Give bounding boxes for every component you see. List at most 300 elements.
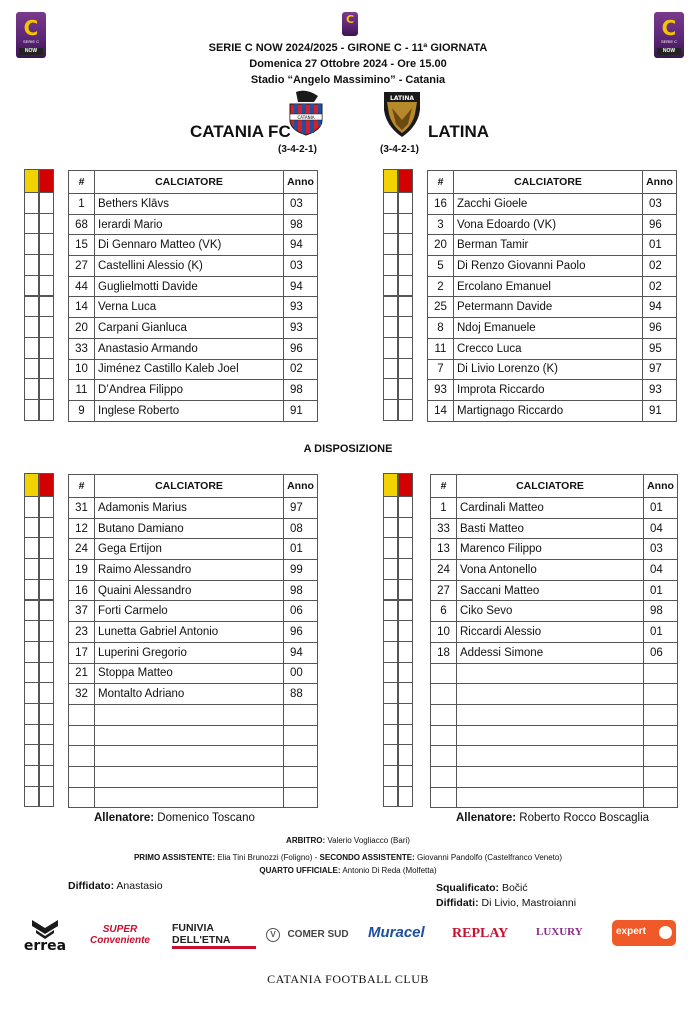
player-year: 03 bbox=[284, 194, 318, 215]
away-suspended-value: Bočić bbox=[501, 882, 528, 894]
card-cell bbox=[24, 192, 39, 214]
player-name: Castellini Alessio (K) bbox=[95, 256, 284, 277]
player-name: Di Livio Lorenzo (K) bbox=[454, 359, 643, 380]
player-number: 16 bbox=[428, 194, 454, 215]
card-cell bbox=[398, 358, 413, 380]
subs-section-title: A DISPOSIZIONE bbox=[303, 443, 393, 455]
card-cell bbox=[39, 358, 54, 380]
card-cell bbox=[24, 358, 39, 380]
card-cell bbox=[398, 316, 413, 338]
table-row bbox=[431, 601, 678, 622]
table-row bbox=[428, 318, 677, 339]
league-logo-center bbox=[342, 12, 358, 36]
table-row bbox=[431, 663, 678, 684]
card-cell bbox=[398, 744, 413, 766]
player-name: Carpani Gianluca bbox=[95, 318, 284, 339]
player-number: 25 bbox=[428, 297, 454, 318]
home-warned bbox=[68, 880, 163, 892]
table-row bbox=[69, 622, 318, 643]
player-name: Marenco Filippo bbox=[457, 539, 644, 560]
player-name: Quaini Alessandro bbox=[95, 580, 284, 601]
card-cell bbox=[24, 399, 39, 421]
player-year: 96 bbox=[284, 622, 318, 643]
player-number: 6 bbox=[431, 601, 457, 622]
header-year: Anno bbox=[284, 171, 318, 194]
away-suspended-label: Squalificato: bbox=[436, 882, 500, 894]
table-row bbox=[69, 235, 318, 256]
player-year: 03 bbox=[644, 539, 678, 560]
card-cell bbox=[39, 316, 54, 338]
player-year: 00 bbox=[284, 663, 318, 684]
player-year: 91 bbox=[284, 400, 318, 421]
player-number: 20 bbox=[69, 318, 95, 339]
player-number: 33 bbox=[69, 338, 95, 359]
player-year: 01 bbox=[643, 235, 677, 256]
match-date: Domenica 27 Ottobre 2024 - Ore 15.00 bbox=[249, 58, 447, 70]
away-team-name: LATINA bbox=[428, 122, 490, 141]
player-year bbox=[644, 746, 678, 767]
header-num: # bbox=[431, 475, 457, 498]
table-row bbox=[69, 194, 318, 215]
player-name: Martignago Riccardo bbox=[454, 400, 643, 421]
table-row bbox=[431, 498, 678, 519]
player-year: 98 bbox=[644, 601, 678, 622]
header-num: # bbox=[428, 171, 454, 194]
catania-crest-text: CATANIA bbox=[297, 115, 315, 120]
sponsor-errea bbox=[22, 918, 68, 952]
card-cell bbox=[24, 275, 39, 297]
player-year bbox=[284, 766, 318, 787]
league-logo-now: NOW bbox=[19, 48, 43, 55]
card-cell bbox=[39, 765, 54, 787]
table-row bbox=[428, 276, 677, 297]
table-row bbox=[428, 256, 677, 277]
away-warned-value: Di Livio, Mastroianni bbox=[481, 897, 577, 909]
card-cell bbox=[383, 537, 398, 559]
player-name: Ciko Sevo bbox=[457, 601, 644, 622]
player-name: Butano Damiano bbox=[95, 518, 284, 539]
player-name: Zacchi Gioele bbox=[454, 194, 643, 215]
player-number: 17 bbox=[69, 642, 95, 663]
card-cell bbox=[24, 620, 39, 642]
red-card-icon bbox=[39, 473, 54, 497]
card-cell bbox=[383, 337, 398, 359]
card-cell bbox=[383, 378, 398, 400]
player-name: Di Renzo Giovanni Paolo bbox=[454, 256, 643, 277]
card-cell bbox=[398, 496, 413, 518]
player-name bbox=[457, 684, 644, 705]
player-number: 20 bbox=[428, 235, 454, 256]
table-row bbox=[69, 214, 318, 235]
fourth-official-name: Antonio Di Reda (Molfetta) bbox=[342, 866, 437, 875]
card-cell bbox=[24, 703, 39, 725]
league-logo-now: NOW bbox=[657, 48, 681, 55]
player-number bbox=[69, 725, 95, 746]
match-venue: Stadio “Angelo Massimino” - Catania bbox=[250, 74, 446, 86]
card-cell bbox=[398, 213, 413, 235]
player-number bbox=[69, 787, 95, 808]
card-cell bbox=[39, 786, 54, 808]
player-year: 94 bbox=[643, 297, 677, 318]
card-cell bbox=[383, 765, 398, 787]
player-name: Improta Riccardo bbox=[454, 380, 643, 401]
card-cell bbox=[398, 517, 413, 539]
table-row bbox=[431, 684, 678, 705]
player-year bbox=[644, 766, 678, 787]
player-number: 15 bbox=[69, 235, 95, 256]
table-row bbox=[69, 318, 318, 339]
header-num: # bbox=[69, 475, 95, 498]
player-name: Verna Luca bbox=[95, 297, 284, 318]
player-number: 31 bbox=[69, 498, 95, 519]
assistant2-name: Giovanni Pandolfo (Castelfranco Veneto) bbox=[417, 853, 563, 862]
player-year: 97 bbox=[284, 498, 318, 519]
card-cell bbox=[39, 496, 54, 518]
player-number: 3 bbox=[428, 214, 454, 235]
card-cell bbox=[398, 254, 413, 276]
player-year: 93 bbox=[284, 297, 318, 318]
yellow-card-icon bbox=[383, 169, 398, 193]
card-cell bbox=[398, 399, 413, 421]
card-cell bbox=[383, 399, 398, 421]
player-number: 14 bbox=[69, 297, 95, 318]
player-number: 11 bbox=[69, 380, 95, 401]
player-number: 32 bbox=[69, 684, 95, 705]
player-number: 2 bbox=[428, 276, 454, 297]
yellow-card-icon bbox=[24, 473, 39, 497]
card-cell bbox=[24, 378, 39, 400]
player-number: 1 bbox=[69, 194, 95, 215]
player-name: Saccani Matteo bbox=[457, 580, 644, 601]
player-name: Ercolano Emanuel bbox=[454, 276, 643, 297]
player-number: 33 bbox=[431, 518, 457, 539]
assistant1-label: PRIMO ASSISTENTE: bbox=[133, 853, 216, 862]
card-cell bbox=[383, 600, 398, 622]
player-year bbox=[644, 663, 678, 684]
card-cell bbox=[39, 744, 54, 766]
home-warned-value: Anastasio bbox=[116, 880, 163, 892]
player-year: 01 bbox=[644, 622, 678, 643]
card-cell bbox=[24, 496, 39, 518]
table-header-row bbox=[428, 171, 677, 194]
card-cell bbox=[39, 337, 54, 359]
referee-name: Valerio Vogliacco (Bari) bbox=[327, 836, 410, 845]
card-cell bbox=[24, 316, 39, 338]
expert-icon bbox=[659, 926, 672, 939]
player-name: Crecco Luca bbox=[454, 338, 643, 359]
card-cell bbox=[39, 517, 54, 539]
card-cell bbox=[383, 641, 398, 663]
card-cell bbox=[39, 724, 54, 746]
player-number: 16 bbox=[69, 580, 95, 601]
yellow-card-icon bbox=[24, 169, 39, 193]
table-row bbox=[69, 601, 318, 622]
home-coach bbox=[94, 812, 255, 824]
table-row bbox=[69, 256, 318, 277]
player-number bbox=[431, 725, 457, 746]
card-cell bbox=[383, 213, 398, 235]
table-row bbox=[69, 560, 318, 581]
card-cell bbox=[39, 296, 54, 318]
card-cell bbox=[24, 213, 39, 235]
card-cell bbox=[39, 254, 54, 276]
card-cell bbox=[39, 275, 54, 297]
card-cell bbox=[24, 233, 39, 255]
player-name bbox=[457, 725, 644, 746]
card-cell bbox=[24, 682, 39, 704]
player-name bbox=[457, 704, 644, 725]
table-row bbox=[69, 400, 318, 421]
player-year: 95 bbox=[643, 338, 677, 359]
player-number: 8 bbox=[428, 318, 454, 339]
player-number: 12 bbox=[69, 518, 95, 539]
card-cell bbox=[398, 537, 413, 559]
player-year: 93 bbox=[643, 380, 677, 401]
player-name: Ierardi Mario bbox=[95, 214, 284, 235]
away-suspended bbox=[436, 882, 528, 894]
card-cell bbox=[383, 275, 398, 297]
table-row bbox=[431, 704, 678, 725]
player-number bbox=[431, 663, 457, 684]
card-cell bbox=[39, 213, 54, 235]
card-cell bbox=[39, 703, 54, 725]
header-player: CALCIATORE bbox=[95, 475, 284, 498]
card-cell bbox=[383, 786, 398, 808]
card-cell bbox=[383, 703, 398, 725]
sponsor-luxury: LUXURY bbox=[536, 926, 583, 938]
card-cell bbox=[383, 296, 398, 318]
card-cell bbox=[398, 296, 413, 318]
player-number: 21 bbox=[69, 663, 95, 684]
player-number bbox=[431, 684, 457, 705]
card-cell bbox=[383, 662, 398, 684]
assistant2-label: SECONDO ASSISTENTE: bbox=[319, 853, 415, 862]
player-number: 18 bbox=[431, 642, 457, 663]
header-player: CALCIATORE bbox=[454, 171, 643, 194]
card-cell bbox=[39, 192, 54, 214]
card-cell bbox=[24, 579, 39, 601]
home-coach-label: Allenatore: bbox=[94, 812, 155, 824]
league-logo-letter: C bbox=[345, 13, 355, 26]
player-year: 96 bbox=[284, 338, 318, 359]
card-cell bbox=[398, 275, 413, 297]
card-cell bbox=[39, 641, 54, 663]
table-row bbox=[69, 684, 318, 705]
player-name: Addessi Simone bbox=[457, 642, 644, 663]
card-cell bbox=[383, 233, 398, 255]
errea-text: errea bbox=[23, 938, 67, 954]
player-number: 93 bbox=[428, 380, 454, 401]
card-cell bbox=[39, 662, 54, 684]
player-year: 04 bbox=[644, 560, 678, 581]
card-cell bbox=[383, 724, 398, 746]
player-year: 01 bbox=[644, 580, 678, 601]
table-header-row bbox=[69, 171, 318, 194]
table-row bbox=[69, 704, 318, 725]
card-cell bbox=[383, 579, 398, 601]
player-number: 24 bbox=[69, 539, 95, 560]
table-header-row bbox=[431, 475, 678, 498]
errea-logo-icon bbox=[22, 918, 68, 940]
sponsor-muracel: Muracel bbox=[368, 924, 425, 941]
league-logo-letter: C bbox=[661, 16, 677, 40]
player-number bbox=[431, 766, 457, 787]
player-year bbox=[644, 704, 678, 725]
player-name: Cardinali Matteo bbox=[457, 498, 644, 519]
card-cell bbox=[24, 254, 39, 276]
fourth-official-label: QUARTO UFFICIALE: bbox=[259, 866, 341, 875]
table-row bbox=[69, 580, 318, 601]
player-year: 01 bbox=[644, 498, 678, 519]
table-row bbox=[428, 400, 677, 421]
player-year: 99 bbox=[284, 560, 318, 581]
home-starters-table bbox=[68, 170, 318, 422]
player-number bbox=[431, 746, 457, 767]
player-number bbox=[69, 766, 95, 787]
header-year: Anno bbox=[643, 171, 677, 194]
table-row bbox=[428, 338, 677, 359]
player-name: Stoppa Matteo bbox=[95, 663, 284, 684]
away-coach-label: Allenatore: bbox=[456, 812, 517, 824]
player-number: 9 bbox=[69, 400, 95, 421]
player-name: Ndoj Emanuele bbox=[454, 318, 643, 339]
table-row bbox=[69, 642, 318, 663]
player-year: 03 bbox=[284, 256, 318, 277]
sponsor-comer-sud bbox=[266, 926, 349, 942]
table-row bbox=[69, 746, 318, 767]
card-cell bbox=[24, 296, 39, 318]
card-cell bbox=[24, 517, 39, 539]
player-number: 19 bbox=[69, 560, 95, 581]
player-year: 94 bbox=[284, 642, 318, 663]
table-row bbox=[431, 560, 678, 581]
card-cell bbox=[398, 786, 413, 808]
card-cell bbox=[398, 378, 413, 400]
player-number: 24 bbox=[431, 560, 457, 581]
card-cell bbox=[398, 233, 413, 255]
table-row bbox=[69, 338, 318, 359]
table-header-row bbox=[69, 475, 318, 498]
player-name bbox=[457, 766, 644, 787]
latina-crest-text: LATINA bbox=[390, 95, 414, 102]
player-number bbox=[431, 787, 457, 808]
referee-label: ARBITRO: bbox=[286, 836, 326, 845]
player-name: Guglielmotti Davide bbox=[95, 276, 284, 297]
card-cell bbox=[398, 765, 413, 787]
card-cell bbox=[383, 316, 398, 338]
card-cell bbox=[39, 620, 54, 642]
card-cell bbox=[24, 537, 39, 559]
header-num: # bbox=[69, 171, 95, 194]
player-number: 14 bbox=[428, 400, 454, 421]
player-name bbox=[95, 725, 284, 746]
yellow-card-icon bbox=[383, 473, 398, 497]
home-formation: (3-4-2-1) bbox=[278, 144, 317, 155]
player-name bbox=[95, 704, 284, 725]
table-row bbox=[69, 539, 318, 560]
away-starters-table bbox=[427, 170, 677, 422]
table-row bbox=[69, 766, 318, 787]
away-coach bbox=[456, 812, 649, 824]
card-cell bbox=[398, 724, 413, 746]
sponsor-replay: REPLAY bbox=[452, 926, 509, 941]
red-card-icon bbox=[398, 473, 413, 497]
player-name: Gega Ertijon bbox=[95, 539, 284, 560]
player-year bbox=[284, 746, 318, 767]
footer-club-name: CATANIA FOOTBALL CLUB bbox=[267, 972, 429, 986]
expert-text: expert bbox=[616, 926, 647, 937]
home-coach-name: Domenico Toscano bbox=[157, 812, 255, 824]
table-row bbox=[69, 663, 318, 684]
home-subs-table bbox=[68, 474, 318, 808]
player-name: Anastasio Armando bbox=[95, 338, 284, 359]
player-year bbox=[644, 787, 678, 808]
card-cell bbox=[383, 517, 398, 539]
card-cell bbox=[39, 378, 54, 400]
player-year: 02 bbox=[643, 276, 677, 297]
player-year: 06 bbox=[644, 642, 678, 663]
away-subs-table bbox=[430, 474, 678, 808]
player-name: Bethers Klāvs bbox=[95, 194, 284, 215]
player-name: Vona Edoardo (VK) bbox=[454, 214, 643, 235]
referee-line bbox=[0, 834, 696, 847]
player-name: Luperini Gregorio bbox=[95, 642, 284, 663]
player-number bbox=[431, 704, 457, 725]
player-number: 68 bbox=[69, 214, 95, 235]
card-cell bbox=[39, 537, 54, 559]
card-cell bbox=[383, 558, 398, 580]
player-name: Jiménez Castillo Kaleb Joel bbox=[95, 359, 284, 380]
table-row bbox=[431, 622, 678, 643]
table-row bbox=[431, 539, 678, 560]
player-name: Inglese Roberto bbox=[95, 400, 284, 421]
table-row bbox=[428, 297, 677, 318]
card-cell bbox=[39, 579, 54, 601]
player-number bbox=[69, 746, 95, 767]
table-row bbox=[431, 518, 678, 539]
table-row bbox=[428, 194, 677, 215]
red-card-icon bbox=[39, 169, 54, 193]
away-formation: (3-4-2-1) bbox=[380, 144, 419, 155]
card-cell bbox=[39, 233, 54, 255]
card-cell bbox=[398, 703, 413, 725]
player-name: Vona Antonello bbox=[457, 560, 644, 581]
table-row bbox=[428, 380, 677, 401]
card-cell bbox=[39, 682, 54, 704]
card-cell bbox=[24, 765, 39, 787]
card-cell bbox=[398, 662, 413, 684]
card-cell bbox=[383, 358, 398, 380]
player-year: 04 bbox=[644, 518, 678, 539]
player-number: 27 bbox=[69, 256, 95, 277]
sponsor-funivia-etna: FUNIVIA DELL'ETNA bbox=[172, 922, 256, 949]
player-name bbox=[95, 766, 284, 787]
player-number: 7 bbox=[428, 359, 454, 380]
player-year bbox=[644, 725, 678, 746]
player-name: D’Andrea Filippo bbox=[95, 380, 284, 401]
player-year: 94 bbox=[284, 276, 318, 297]
table-row bbox=[69, 276, 318, 297]
league-logo-sub: SERIE C bbox=[22, 39, 39, 44]
player-year: 98 bbox=[284, 214, 318, 235]
card-cell bbox=[383, 682, 398, 704]
card-cell bbox=[383, 254, 398, 276]
table-row bbox=[428, 235, 677, 256]
player-name: Adamonis Marius bbox=[95, 498, 284, 519]
player-year bbox=[284, 704, 318, 725]
player-number: 23 bbox=[69, 622, 95, 643]
sponsor-expert bbox=[612, 920, 676, 946]
